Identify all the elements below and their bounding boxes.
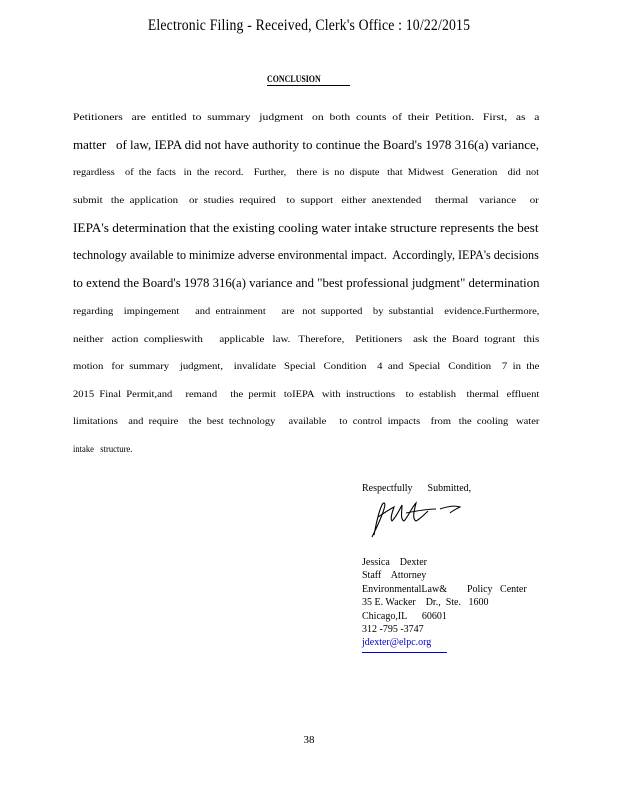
signer-phone: 312 -795 -3747 — [362, 624, 424, 635]
handwritten-signature — [366, 495, 466, 539]
signer-title: Staff Attorney — [362, 570, 427, 581]
body-line: intake structure. — [73, 445, 133, 455]
signer-name: Jessica Dexter — [362, 557, 427, 568]
signer-address-line2: Chicago,IL 60601 — [362, 611, 447, 622]
filing-stamp-header: Electronic Filing - Received, Clerk's Office : 10/22/2015 — [147, 17, 471, 34]
signer-email-link[interactable]: jdexter@elpc.org — [362, 637, 432, 648]
email-underline — [362, 652, 447, 653]
body-line: neither action complieswith applicable law. Therefore, Petitioners ask the Board togrant this — [73, 335, 540, 345]
body-line: technology available to minimize adverse environmental impact. Accordingly, IEPA's decisions — [73, 248, 539, 262]
body-line: motion for summary judgment, invalidate Special Condition 4 and Special Condition 7 in the — [73, 362, 540, 372]
body-line: regarding impingement and entrainment are not supported by substantial evidence.Furthermore, — [73, 307, 540, 317]
body-line: limitations and require the best technology available to control impacts from the cooling water — [73, 417, 540, 427]
body-line: 2015 Final Permit,and remand the permit toIEPA with instructions to establish thermal effluent — [73, 390, 540, 400]
section-heading: CONCLUSION — [267, 74, 321, 84]
body-line: to extend the Board's 1978 316(a) variance and "best professional judgment" determination — [73, 276, 540, 290]
body-line: regardless of the facts in the record. Further, there is no dispute that Midwest Generation did not — [73, 168, 540, 178]
signer-address-line1: 35 E. Wacker Dr., Ste. 1600 — [362, 597, 489, 608]
heading-underline — [267, 85, 350, 86]
body-line: matter of law, IEPA did not have authority to continue the Board's 1978 316(a) variance, — [73, 138, 540, 152]
body-line: IEPA's determination that the existing cooling water intake structure represents the best — [73, 221, 539, 235]
signer-organization: EnvironmentalLaw& Policy Center — [362, 584, 527, 595]
body-line: submit the application or studies required to support either anextended thermal variance or — [73, 196, 539, 206]
page-number: 38 — [303, 734, 315, 746]
body-line: Petitioners are entitled to summary judgment on both counts of their Petition. First, as a — [73, 113, 540, 123]
